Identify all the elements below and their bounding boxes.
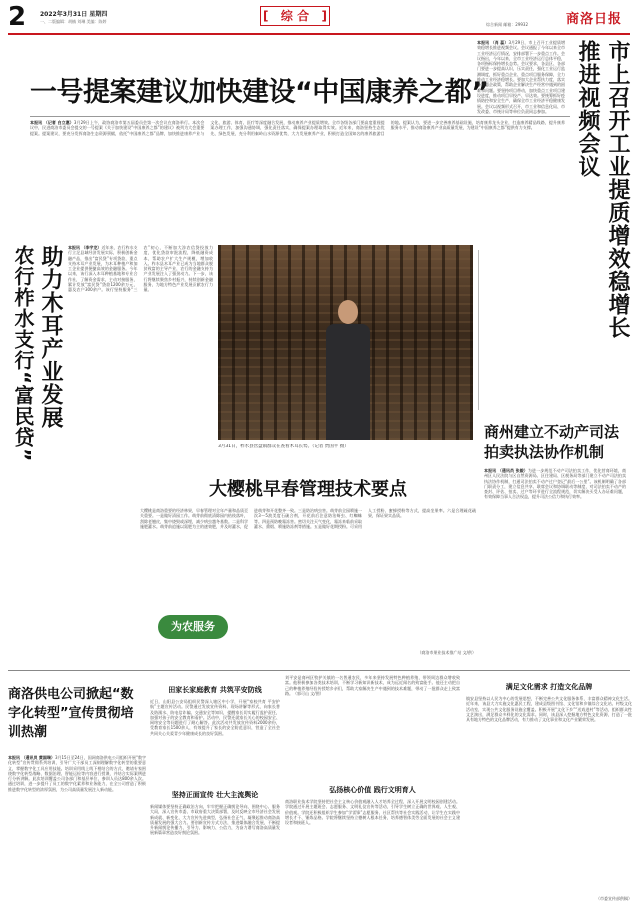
page-number: 2 xyxy=(8,2,27,32)
date-line: 2022年3月31日 星期四 xyxy=(40,11,108,18)
article-body: 本报讯 （记者 白立惠）3月29日上午，政协商洛市第五届委员会第一次会议在商洛举行。本次会议中，民进商洛市委员会提交的一号提案《关于加快建设“中国康养之都”的建议》被列为大会重要提案。提案建议，要充分发挥商洛生态资源禀赋，依托“中国康养之都”品牌，加快推进康养产业与文化、旅游、体育、医疗等深度融合发展，推动康养产业提质增效。全市各级各部门要高度重视提案办理工作，加强沟通协调，强化责任落实，确保提案办理取得实效。近年来，商洛坚持生态优先、绿色发展，充分利用秦岭山水资源优势，大力发展康养产业，积极打造全国知名的康养旅游目的地。提案认为，要进一步完善康养基础设施，培育康养龙头企业，打造康养精品线路，提升康养服务水平，推动商洛康养产业高质量发展，为建设“中国康养之都”提供有力支撑。 xyxy=(30,120,565,136)
article-byline: 本报讯 （通讯员 张毅） xyxy=(484,468,528,473)
photo-credit: （记者 贾国平 摄） xyxy=(312,444,349,449)
article-culture xyxy=(466,660,632,908)
article-realestate xyxy=(480,420,630,655)
editor-line: 一、二版编辑：胡楠 刘琳 美编：陈婷 xyxy=(40,19,107,24)
article-credit: （郭可山 文/图） xyxy=(293,690,324,696)
photo-person xyxy=(318,300,378,440)
article-headline: 大樱桃早春管理技术要点 xyxy=(209,479,407,500)
article-family-edu xyxy=(150,675,280,785)
article-body: 大樱桃是商洛重要的经济林果，早春管理对全年产量和品质至关重要。一是做好清园工作。萌芽前彻底清除园内枯枝落叶，刮除老翘皮，集中烧毁或深埋，减少病虫越冬基数。二是科学施肥灌水。萌芽前追施以氮肥为主的速效肥，并及时灌水，促进萌芽和开花整齐一致。三是防治病虫害。萌芽前全园喷施一次3～5波美度石硫合剂，开花前后注意防治蚜虫、红蜘蛛等。四是预防晚霜冻害。密切关注天气变化，霜冻来临前采取灌水、熏烟、喷施防冻剂等措施。五是做好花期授粉。可采用人工授粉、蜜蜂授粉等方式，提高坐果率。六是合理疏花疏果，保证果实品质。 xyxy=(140,508,476,529)
section-tag: [ 综 合 ] xyxy=(260,6,330,26)
article-headline: 弘扬核心价值 践行文明育人 xyxy=(329,786,416,794)
article-power xyxy=(8,675,146,907)
article-propaganda xyxy=(150,790,280,907)
article-credit: （市委宣传部供稿） xyxy=(596,896,632,901)
article-body: 本报讯 （通讯员 张毅）为进一步规范不动产司法拍卖工作，优化营商环境，商州区人民法院与区自然资源局、区住建局、区税务局等部门建立不动产司法拍卖执法协作机制，打通司法拍卖不动产过户登记“最后一公里”。该机制明确了各部门职责分工，建立信息共享、联席会议和协调联动等制度，对司法拍卖不动产的查封、评估、拍卖、过户等环节进行全流程规范，切实解决买受人办证难问题，有效保障当事人合法权益，提升司法公信力和执行效率。 xyxy=(484,468,626,500)
article-body: 镇安县坚持以人民为中心的发展思想，不断完善公共文化服务体系，丰富群众精神文化生活。近年来，该县大力实施文化惠民工程，建成县级图书馆、文化馆和乡镇综合文化站、村级文化活动室，实现公共文化服务设施全覆盖。积极开展“文化下乡”“送戏进村”等活动，组织群众性文艺演出，满足群众多样化的文化需求。同时，该县深入挖掘地方特色文化资源，打造了一批具有地方特色的文化品牌活动，有力推动了文化事业和文化产业繁荣发展。 xyxy=(466,696,632,723)
article-industry xyxy=(477,40,632,415)
article-cherry xyxy=(140,470,476,670)
article-body: 新闻媒体要坚持正确政治方向，牢牢把握正确舆论导向，围绕中心、服务大局，深入宣传市委、市政府重大决策部署，及时反映全市经济社会发展新成就、新变化，大力宣传先进典型，弘扬社会正气，凝聚起推动商洛高质量发展的强大合力。要创新宣传方式方法，推进媒体融合发展，不断提升新闻舆论传播力、引导力、影响力、公信力，为奋力谱写商洛高质量发展新篇章营造良好舆论氛围。 xyxy=(150,804,280,836)
article-headline: 一号提案建议加快建设“中国康养之都” xyxy=(30,77,489,108)
article-byline: 本报讯 （记者 白立惠） xyxy=(30,120,74,125)
article-muer xyxy=(8,245,476,475)
article-byline: 本报讯 （李宇龙） xyxy=(68,245,102,250)
column-label-farm-service: 为农服务 xyxy=(158,615,228,639)
article-body: 商洛职业技术学院坚持把社会主义核心价值观融入人才培养全过程，深入开展文明校园创建活动。学院通过开展主题班会、志愿服务、文明礼仪宣传等活动，引导学生树立正确的世界观、人生观、价值观。学院还积极组织学生参加“学雷锋”志愿服务、社区帮扶等社会实践活动，让学生在实践中增长才干、锤炼品格。学院将继续坚持立德树人根本任务，培养德智体美劳全面发展的社会主义建设者和接班人。 xyxy=(285,799,460,826)
article-headline: 商州建立不动产司法拍卖执法协作机制 xyxy=(484,423,620,461)
photo-caption: 3月31日，柞水县营盘镇群众在查看木耳长势。（记者 贾国平 摄） xyxy=(218,444,349,449)
article-values xyxy=(285,675,460,907)
article-headline: 商洛供电公司掀起“数字化转型”宣传贯彻培训热潮 xyxy=(8,687,134,740)
bracket-left-icon: [ xyxy=(263,9,269,23)
article-headline: 坚持正面宣传 壮大主流舆论 xyxy=(171,791,259,799)
article-body: 本报讯 （李宇龙）近年来，农行柞水支行立足县域经济发展实际，积极创新金融产品，推出“富民贷”专项贷款，重点支持木耳产业发展，为木耳种植户和加工企业提供便捷高效的金融服务。今年以来，该行深入木耳种植基地和专业合作社，了解资金需求，主动对接服务，累计发放“富民贷”贷款1200余万元，惠及农户300余户。该行坚持服务“三农”初心，不断加大涉农信贷投放力度，优化贷款审批流程，降低融资成本，帮助农户扩大生产规模，增加收入。柞水县木耳产业已成为当地群众脱贫致富的主导产业，农行的金融支持为产业发展注入了强劲动力。下一步，该行将继续聚焦乡村振兴，持续创新金融服务，为地方特色产业发展贡献农行力量。 xyxy=(68,245,213,293)
bracket-right-icon: ] xyxy=(321,9,327,23)
article-byline: 本报讯 （肖 蕊） xyxy=(477,40,509,45)
article-body: 本报讯 （通讯员 黄国瑞）3月15日至24日，国网商洛供电公司组织开展“数字化转型”宣传贯彻系列培训，引导广大干部员工深刻理解数字化转型的重要意义，掌握数字化工具应用技能。培训采用线上线下相结合的方式，邀请专家围绕数字化转型战略、数据治理、智能运检等内容进行授课，并结合实际案例进行分析讲解。此次培训覆盖公司各部门和基层单位，参训人员达800余人次。通过培训，进一步提升了员工的数字化素养和业务能力，在全公司营造了积极推进数字化转型的浓厚氛围，为公司高质量发展注入新动能。 xyxy=(8,755,146,792)
article-body: 近日，山阳县公安局组织民警深入辖区中小学，开展“家校共育 平安护航”主题宣传活动。民警通过发放宣传资料、现场讲解等形式，向家长普及防溺水、防电信诈骗、交通安全等知识，提醒家长切实履行监护责任，加强对孩子的安全教育和看护。活动中，民警还就家长关心的校园安全、网络安全等问题进行了耐心解答。此次活动共发放宣传资料2000余份，受教育家长1500余人，有效提升了家长的安全防范意识，营造了全社会共同关心关爱青少年健康成长的良好氛围。 xyxy=(150,699,280,736)
article-byline: 本报讯 （通讯员 黄国瑞） xyxy=(8,755,55,760)
article-body: 本报讯 （肖 蕊）3月29日，市上召开工业提质增效稳增长推进视频会议。会议通报了今年以来全市工业经济运行情况，安排部署下一步重点工作。会议指出，今年以来，全市工业经济运行总体平稳，各项指标保持增长态势。会议要求，各县区、各部门要进一步提高认识，压实责任，强化工业运行监测调度，抓好重点企业、重点项目服务保障，全力推动工业经济稳增长。要加大企业帮扶力度，落实各项惠企政策，帮助企业解决生产经营中遇到的困难和问题。要坚持项目带动，加快重点工业项目建设进度，推动项目早投产、早达效。要统筹抓好疫情防控和安全生产，确保全市工业经济平稳健康发展。会议以视频形式召开，市工业和信息化局、市发改委、市统计局等单位负责同志参加。 xyxy=(477,40,565,114)
section-contact: 综合新闻 邮箱：29932 xyxy=(486,22,528,27)
brand-logo: 商洛日报 xyxy=(566,12,623,27)
article-body-top: 刘平安是商州区牧护关镇的一名普通农民，多年来坚持发展特色种植养殖，带领周边群众增收致富。他积极参加各类技术培训，不断学习新知识新技术，成为远近闻名的致富能手。他还主动把自己的种植养殖经验传授给乡亲们，帮助大家解决生产中遇到的技术难题，带动了一批群众走上致富路。（郭可山 文/图） xyxy=(285,675,460,696)
article-headline: 市上召开工业提质增效稳增长推进视频会议 xyxy=(575,40,630,339)
article-headline-sub: 打造文化品牌 xyxy=(550,683,593,691)
column-divider xyxy=(478,250,479,410)
masthead-divider xyxy=(8,33,630,35)
article-photo xyxy=(218,245,473,440)
article-headline: 助力木耳产业发展 xyxy=(38,245,63,429)
article-headline-sub: 农行柞水支行“富民贷” xyxy=(11,245,35,463)
article-headline: 满足文化需求 打造文化品牌 xyxy=(505,683,593,691)
article-headline: 田家长家庭教育 共筑平安防线 xyxy=(168,686,262,694)
article-credit: （商洛市果业技术推广站 文/供） xyxy=(417,650,476,655)
